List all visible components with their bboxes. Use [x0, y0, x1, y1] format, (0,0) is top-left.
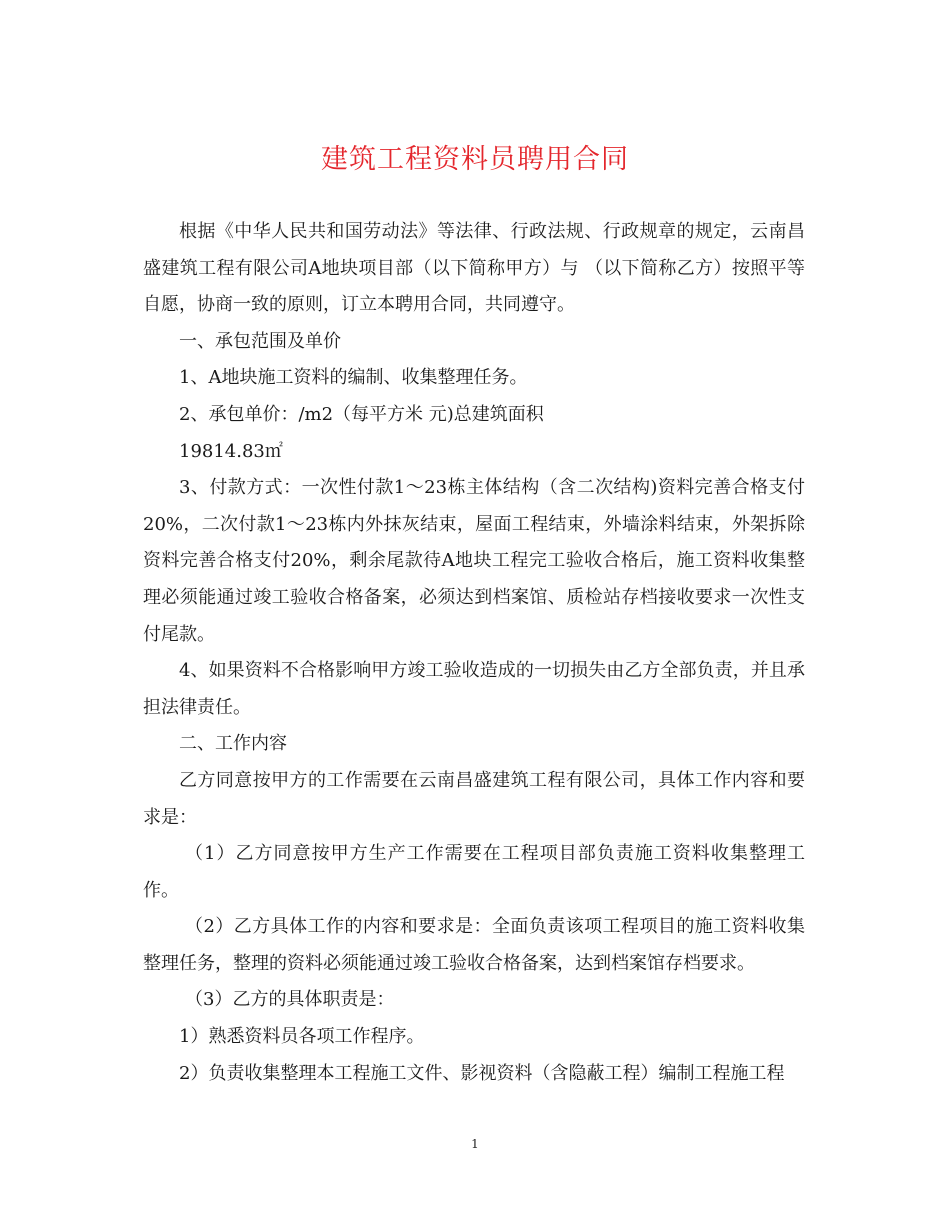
- paragraph-duty-1: 1）熟悉资料员各项工作程序。: [179, 1026, 425, 1048]
- paragraph-item-3: 3、付款方式：一次性付款1～23栋主体结构（含二次结构)资料完善合格支付20%，二次付款1～23栋内外抹灰结束，屋面工程结束，外墙涂料结束，外架拆除资料完善合格支付20%，剩余尾款待A地块工程完工验收合格后，施工资料收集整理必须能通过竣工验收合格备案，必须达到档案馆、质检站存档接收要求一次性支付尾款。: [143, 477, 805, 645]
- page-number: 1: [471, 1137, 479, 1151]
- paragraph-item-2: 2、承包单价：/m2（每平方米 元)总建筑面积: [179, 403, 544, 425]
- section-heading-1: 一、承包范围及单价: [179, 330, 341, 352]
- document-title: 建筑工程资料员聘用合同: [321, 144, 629, 175]
- paragraph-item-4: 4、如果资料不合格影响甲方竣工验收造成的一切损失由乙方全部负责，并且承担法律责任。: [143, 660, 805, 718]
- document-body: [143, 214, 805, 1092]
- section-heading-2: 二、工作内容: [179, 733, 287, 755]
- paragraph-work-3: （3）乙方的具体职责是：: [185, 989, 395, 1011]
- paragraph-intro: 根据《中华人民共和国劳动法》等法律、行政法规、行政规章的规定，云南昌盛建筑工程有限公司A地块项目部（以下简称甲方）与 （以下简称乙方）按照平等自愿，协商一致的原则，订立本聘用合同，共同遵守。: [143, 221, 805, 316]
- paragraph-work-1: （1）乙方同意按甲方生产工作需要在工程项目部负责施工资料收集整理工作。: [143, 843, 805, 901]
- paragraph-work-intro: 乙方同意按甲方的工作需要在云南昌盛建筑工程有限公司，具体工作内容和要求是：: [143, 769, 805, 828]
- paragraph-work-2: （2）乙方具体工作的内容和要求是：全面负责该项工程项目的施工资料收集整理任务，整理的资料必须能通过竣工验收合格备案，达到档案馆存档要求。: [143, 916, 805, 974]
- paragraph-item-1: 1、A地块施工资料的编制、收集整理任务。: [179, 367, 528, 389]
- paragraph-duty-2: 2）负责收集整理本工程施工文件、影视资料（含隐蔽工程）编制工程施工程: [179, 1062, 785, 1084]
- paragraph-area-value: 19814.83㎡: [179, 440, 283, 462]
